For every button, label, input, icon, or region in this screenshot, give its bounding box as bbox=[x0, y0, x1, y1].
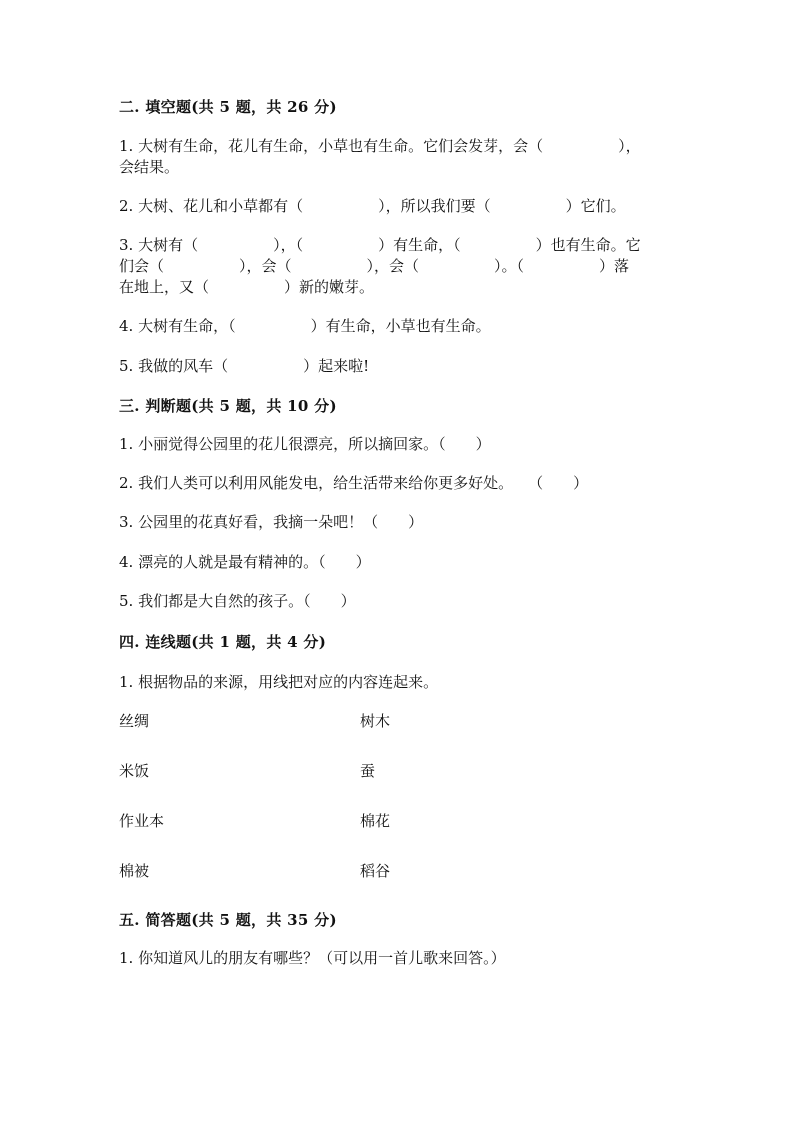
fill-question-3-line-2: 们会（ ），会（ ），会（ ）。（ ）落 bbox=[119, 257, 630, 275]
match-right-item: 棉花 bbox=[360, 812, 391, 830]
judge-question-3: 3. 公园里的花真好看，我摘一朵吧！（ ） bbox=[119, 513, 424, 531]
match-left-item: 米饭 bbox=[119, 762, 150, 780]
match-right-item: 树木 bbox=[360, 712, 391, 730]
fill-question-3-line-3: 在地上，又（ ）新的嫩芽。 bbox=[119, 278, 375, 296]
match-left-item: 棉被 bbox=[119, 862, 150, 880]
fill-question-2: 2. 大树、花儿和小草都有（ ），所以我们要（ ）它们。 bbox=[119, 197, 626, 215]
section-match-title: 四. 连线题(共 1 题，共 4 分) bbox=[119, 633, 327, 651]
judge-question-5: 5. 我们都是大自然的孩子。（ ） bbox=[119, 592, 356, 610]
judge-question-2: 2. 我们人类可以利用风能发电，给生活带来给你更多好处。 （ ） bbox=[119, 474, 589, 492]
judge-question-1: 1. 小丽觉得公园里的花儿很漂亮，所以摘回家。（ ） bbox=[119, 435, 491, 453]
match-question-1: 1. 根据物品的来源，用线把对应的内容连起来。 bbox=[119, 673, 439, 691]
fill-question-5: 5. 我做的风车（ ）起来啦! bbox=[119, 357, 370, 375]
fill-question-1-line-1: 1. 大树有生命，花儿有生命，小草也有生命。它们会发芽，会（ ）， bbox=[119, 137, 641, 155]
match-left-item: 丝绸 bbox=[119, 712, 150, 730]
section-fill-title: 二. 填空题(共 5 题，共 26 分) bbox=[119, 98, 337, 116]
match-right-item: 稻谷 bbox=[360, 862, 391, 880]
short-question-1: 1. 你知道风儿的朋友有哪些？（可以用一首儿歌来回答。） bbox=[119, 949, 506, 967]
match-left-item: 作业本 bbox=[119, 812, 165, 830]
fill-question-3-line-1: 3. 大树有（ ），（ ）有生命，（ ）也有生命。它 bbox=[119, 236, 641, 254]
section-judge-title: 三. 判断题(共 5 题，共 10 分) bbox=[119, 397, 337, 415]
section-short-title: 五. 简答题(共 5 题，共 35 分) bbox=[119, 911, 337, 929]
match-right-item: 蚕 bbox=[360, 762, 376, 780]
judge-question-4: 4. 漂亮的人就是最有精神的。（ ） bbox=[119, 553, 371, 571]
fill-question-4: 4. 大树有生命，（ ）有生命，小草也有生命。 bbox=[119, 317, 491, 335]
fill-question-1-line-2: 会结果。 bbox=[119, 158, 180, 176]
